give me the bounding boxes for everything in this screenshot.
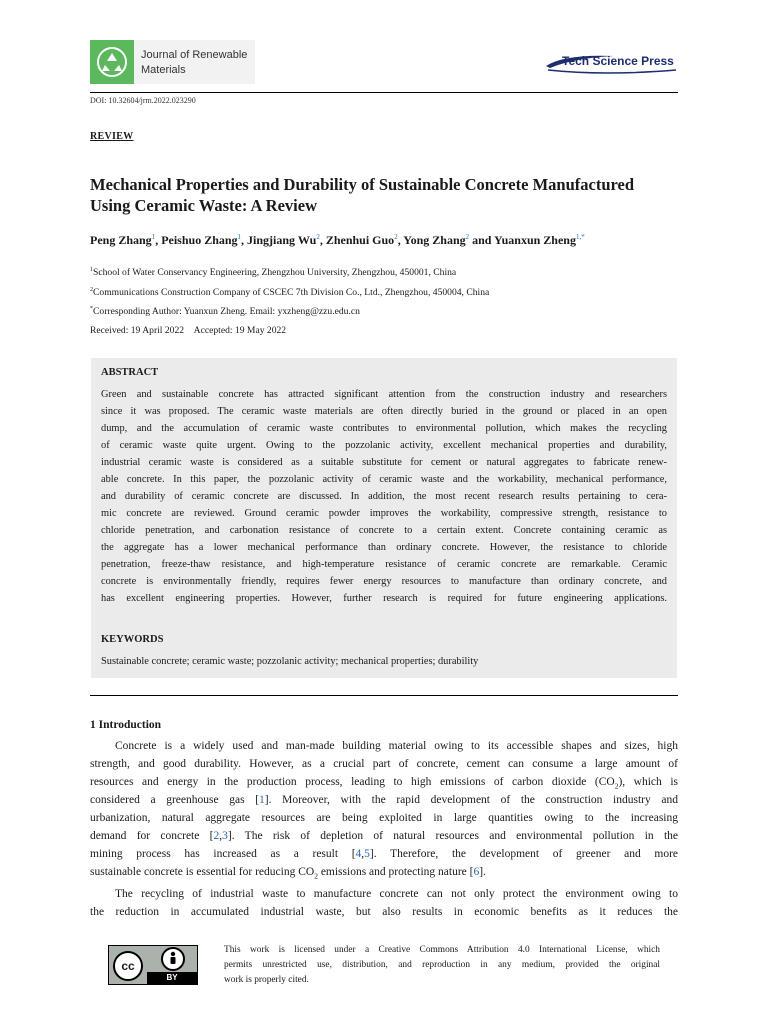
- affiliation-mark: 1: [237, 233, 242, 241]
- abstract-line: Green and sustainable concrete has attracted significant attention from the construction industry and researchers: [101, 389, 667, 400]
- citation-link[interactable]: 1: [259, 794, 265, 806]
- abstract-line: the aggregate has a lower mechanical performance than ordinary concrete. However, the resistance to chloride: [101, 542, 667, 553]
- received-date: Received: 19 April 2022: [90, 325, 185, 336]
- section-heading-introduction: 1 Introduction: [90, 719, 162, 731]
- body-line: the reduction in accumulated industrial waste, but also results in economic benefits as it reduces the: [90, 906, 678, 918]
- author-name: Yuanxun Zheng: [494, 233, 576, 247]
- license-line: permits unrestricted use, distribution, and reproduction in any medium, provided the original: [224, 960, 660, 970]
- abstract-line: dump, and the accumulation of ceramic waste contributes to environmental pollution, which makes the recycling: [101, 423, 667, 434]
- abstract-heading: ABSTRACT: [101, 367, 159, 378]
- abstract-line: concrete is environmentally friendly, requires fewer energy resources to manufacture than ordinary concrete, and: [101, 576, 667, 587]
- author-name: Yong Zhang: [403, 233, 466, 247]
- publisher-name: Tech Science Press: [562, 54, 674, 68]
- abstract-line: of ceramic waste quite urgent. Owing to the pozzolanic activity, excellent mechanical properties and durability,: [101, 440, 667, 451]
- body-line: Concrete is a widely used and man-made building material owing to its accessible shapes and sizes, high: [115, 740, 678, 752]
- section-rule: [90, 695, 678, 696]
- abstract-box: [91, 358, 677, 678]
- person-icon: [161, 947, 185, 971]
- affiliation-mark: 1: [151, 233, 156, 241]
- keywords-heading: KEYWORDS: [101, 634, 164, 645]
- publisher-logo: [544, 50, 680, 76]
- affiliation-mark: 2: [316, 233, 320, 241]
- body-line: strength, and good durability. However, as a crucial part of concrete, cement can consume a large amount of: [90, 758, 678, 770]
- abstract-line: has excellent engineering properties. However, further research is required for future engineering applications.: [101, 593, 667, 604]
- dates: [90, 325, 286, 336]
- citation-link[interactable]: 2: [213, 830, 220, 842]
- doi[interactable]: DOI: 10.32604/jrm.2022.023290: [90, 96, 196, 105]
- abstract-line: since it was proposed. The ceramic waste materials are often directly buried in the ground or placed in an open: [101, 406, 667, 417]
- abstract-line: penetration, freeze-thaw resistance, and high-temperature resistance of ceramic concrete are remarkable. Ceramic: [101, 559, 667, 570]
- body-line: resources and energy in the production process, leading to high emissions of carbon dioxide $(CO_2)$, which is: [90, 776, 679, 791]
- abstract-line: mic concrete are reviewed. Ground ceramic powder improves the workability, compressive strength, resistance to: [101, 508, 667, 519]
- citation-link[interactable]: 5: [364, 848, 370, 860]
- abstract-line: industrial ceramic waste is considered as a suitable substitute for cement or natural aggregates to fabricate renew-: [101, 457, 667, 468]
- keywords: Sustainable concrete; ceramic waste; pozzolanic activity; mechanical properties; durability: [101, 656, 479, 667]
- citation-link[interactable]: 6: [473, 866, 480, 878]
- author-list: Peng Zhang$^1$, Peishuo Zhang$^1$, Jingjiang Wu$^2$, Zhenhui Guo$^2$, Yong Zhang$^2$ and Yuanxun Zheng$^{1,*}$: [90, 233, 585, 247]
- body-line: considered a greenhouse gas [1]. Moreover, with the rapid development of the construction industry and: [90, 794, 678, 806]
- citation-link[interactable]: 3: [222, 830, 228, 842]
- recycle-icon: [90, 40, 134, 84]
- and-word: and: [472, 233, 492, 247]
- affiliation-2: $^2$Communications Construction Company of CSCEC 7th Division Co., Ltd., Zhengzhou, 450004, China: [90, 287, 490, 299]
- license-line: work is properly cited.: [224, 975, 309, 985]
- body-line: demand for concrete [2,3]. The risk of depletion of natural resources and environmental pollution in the: [90, 830, 678, 842]
- abstract-line: and durability of ceramic concrete are discussed. In addition, the most recent research results pertaining to cera-: [101, 491, 667, 502]
- article-title: Mechanical Properties and Durability of Sustainable Concrete Manufactured Using Ceramic Waste: A Review: [90, 175, 635, 215]
- author-name: Peishuo Zhang: [161, 233, 238, 247]
- author-name: Zhenhui Guo: [325, 233, 395, 247]
- license-line: This work is licensed under a Creative Commons Attribution 4.0 International License, which: [224, 945, 660, 955]
- affiliation-1: $^1$School of Water Conservancy Engineering, Zhengzhou University, Zhengzhou, 450001, China: [90, 267, 457, 279]
- affiliation-mark: 2: [394, 233, 398, 241]
- cc-icon: cc: [113, 951, 143, 981]
- journal-name: Journal of Renewable Materials: [141, 49, 248, 76]
- journal-logo: [90, 40, 255, 84]
- body-line: urbanization, natural aggregate resources are being exploited in large quantities owing to the increasing: [90, 812, 678, 824]
- corresponding-author: *Corresponding Author: Yuanxun Zheng. Email: yxzheng@zzu.edu.cn: [90, 306, 360, 318]
- affiliation-mark: 2: [465, 233, 470, 241]
- header-rule: [90, 92, 678, 93]
- body-line: sustainable concrete is essential for reducing $CO_2$ emissions and protecting nature [6].: [90, 866, 486, 881]
- author-name: Peng Zhang: [90, 233, 152, 247]
- article-type: REVIEW: [90, 131, 134, 142]
- by-label: BY: [147, 972, 197, 984]
- body-line: mining process has increased as a result [4,5]. Therefore, the development of greener and more: [90, 848, 679, 860]
- accepted-date: Accepted: 19 May 2022: [193, 325, 287, 336]
- author-name: Jingjiang Wu: [247, 233, 317, 247]
- citation-link[interactable]: 4: [355, 848, 362, 860]
- abstract-line: able concrete. In this paper, the pozzolanic activity of ceramic waste and the workability, mechanical performance,: [101, 474, 667, 485]
- body-line: The recycling of industrial waste to manufacture concrete can not only protect the environment owing to: [115, 888, 678, 900]
- abstract-line: chloride penetration, and carbonation resistance of concrete to a certain extent. Concrete containing ceramic as: [101, 525, 667, 536]
- cc-by-license-badge[interactable]: [108, 945, 198, 985]
- affiliation-mark: 1,*: [575, 233, 585, 241]
